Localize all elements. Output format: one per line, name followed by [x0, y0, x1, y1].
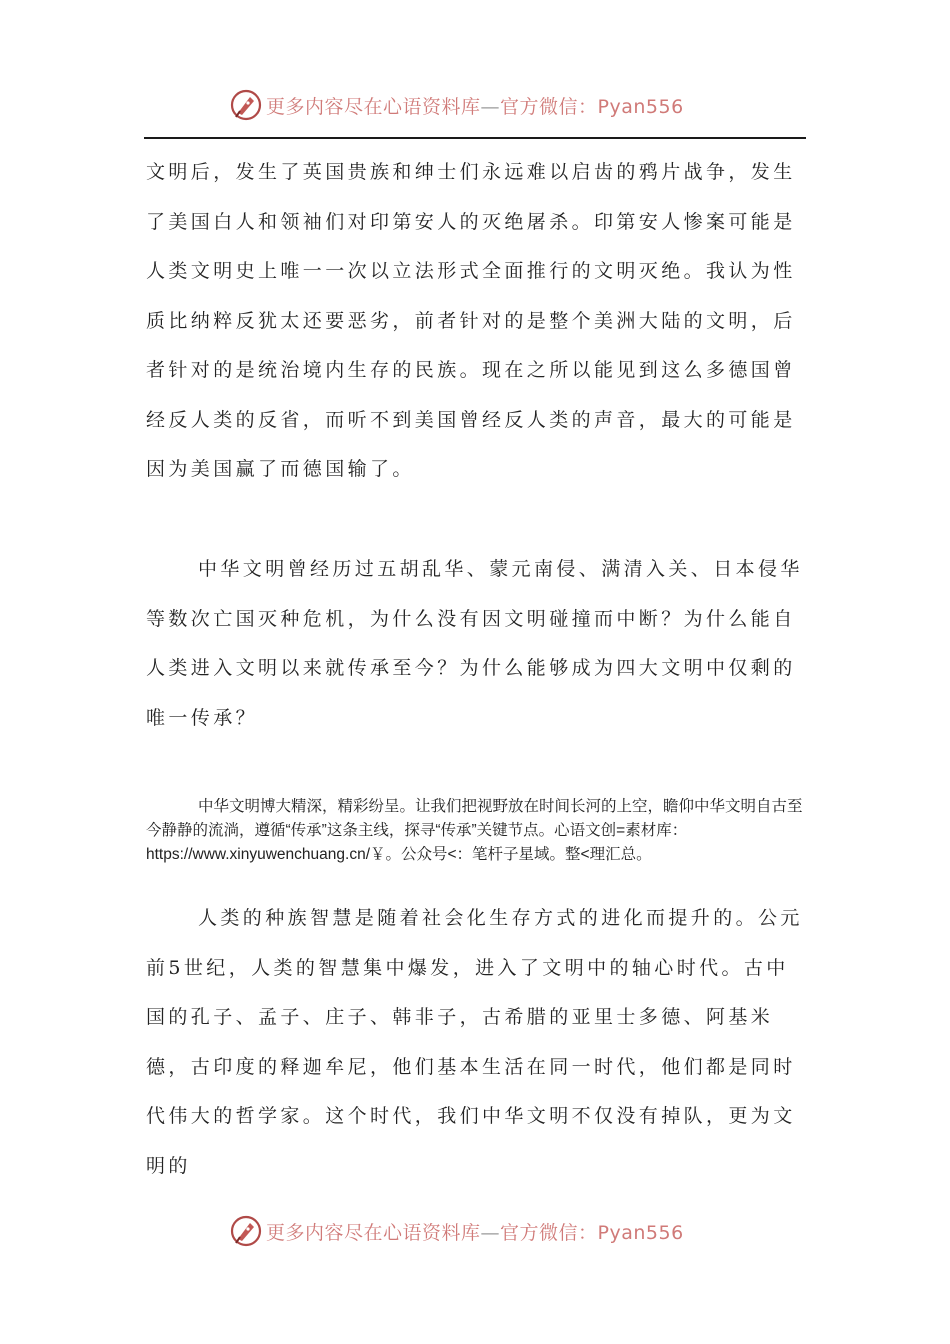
pen-nib-logo-icon: [229, 88, 263, 122]
footer-banner: [0, 1214, 950, 1254]
header-banner: [0, 88, 950, 128]
footer-contact-id: Pyan556: [597, 1222, 684, 1244]
footer-banner-text: 更多内容尽在心语资料库—官方微信：Pyan556: [266, 1222, 684, 1244]
paragraph-4: 人类的种族智慧是随着社会化生存方式的进化而提升的。公元前5世纪，人类的智慧集中爆发，进入了文明中的轴心时代。古中国的孔子、孟子、庄子、韩非子，古希腊的亚里士多德、阿基米德，古印度的释迦牟尼，他们基本生活在同一时代，他们都是同时代伟大的哲学家。这个时代，我们中华文明不仅没有掉队，更为文明的: [146, 907, 803, 1177]
header-contact-id: Pyan556: [597, 96, 684, 118]
paragraph-2: 中华文明曾经历过五胡乱华、蒙元南侵、满清入关、日本侵华等数次亡国灭种危机，为什么没有因文明碰撞而中断？为什么能自人类进入文明以来就传承至今？为什么能够成为四大文明中仅剩的唯一传承？: [146, 558, 803, 729]
paragraph-1: 文明后，发生了英国贵族和绅士们永远难以启齿的鸦片战争，发生了美国白人和领袖们对印第安人的灭绝屠杀。印第安人惨案可能是人类文明史上唯一一次以立法形式全面推行的文明灭绝。我认为性质比纳粹反犹太还要恶劣，前者针对的是整个美洲大陆的文明，后者针对的是统治境内生存的民族。现在之所以能见到这么多德国曾经反人类的反省，而听不到美国曾经反人类的声音，最大的可能是因为美国赢了而德国输了。: [146, 161, 796, 480]
header-banner-text: 更多内容尽在心语资料库—官方微信：Pyan556: [266, 96, 684, 118]
pen-nib-logo-icon: [229, 1214, 263, 1248]
paragraph-3-note: 中华文明博大精深，精彩纷呈。让我们把视野放在时间长河的上空，瞻仰中华文明自古至今静静的流淌，遵循“传承”这条主线，探寻“传承”关键节点。心语文创=素材库：https://www.xinyuwenchuang.cn/￥。公众号<：笔杆子星域。整<理汇总。: [146, 798, 803, 863]
header-divider: [144, 137, 806, 139]
